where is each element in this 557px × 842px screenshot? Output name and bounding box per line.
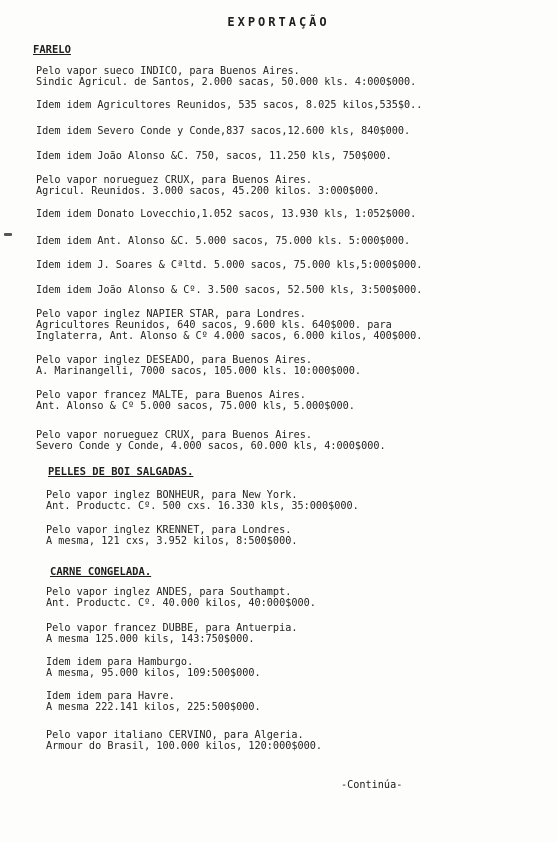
entry-line: Pelo vapor inglez KRENNET, para Londres.: [46, 525, 292, 536]
entry-line: Agricul. Reunidos. 3.000 sacos, 45.200 kilos. 3:000$000.: [36, 186, 380, 197]
entry-line: Ant. Alonso & Cº 5.000 sacos, 75.000 kls, 5.000$000.: [36, 401, 355, 412]
entry-line: Ant. Productc. Cº. 500 cxs. 16.330 kls, 35:000$000.: [46, 501, 359, 512]
section-heading: PELLES DE BOI SALGADAS.: [48, 466, 194, 478]
entry-line: Idem idem João Alonso &C. 750, sacos, 11.250 kls, 750$000.: [36, 151, 392, 162]
entry-line: Idem idem J. Soares & Cªltd. 5.000 sacos, 75.000 kls,5:000$000.: [36, 260, 423, 271]
entry-line: Inglaterra, Ant. Alonso & Cº 4.000 sacos, 6.000 kilos, 400$000.: [36, 331, 423, 342]
entry-line: Severo Conde y Conde, 4.000 sacos, 60.000 kls, 4:000$000.: [36, 441, 386, 452]
entry-line: Pelo vapor inglez BONHEUR, para New York.: [46, 490, 298, 501]
continuation-note: -Continúa-: [341, 780, 403, 791]
entry-line: Idem idem Ant. Alonso &C. 5.000 sacos, 75.000 kls. 5:000$000.: [36, 236, 411, 247]
document-title: EXPORTAÇÃO: [227, 15, 330, 29]
entry-line: Pelo vapor francez DUBBE, para Antuerpia.: [46, 623, 298, 634]
entry-line: Pelo vapor italiano CERVINO, para Algeria.: [46, 730, 304, 741]
entry-line: Pelo vapor sueco INDICO, para Buenos Aires.: [36, 66, 300, 77]
entry-line: Idem idem Donato Lovecchio,1.052 sacos, 13.930 kls, 1:052$000.: [36, 209, 417, 220]
entry-line: Idem idem para Hamburgo.: [46, 657, 194, 668]
entry-line: Idem idem João Alonso & Cº. 3.500 sacos, 52.500 kls, 3:500$000.: [36, 285, 423, 296]
entry-line: A. Marinangelli, 7000 sacos, 105.000 kls. 10:000$000.: [36, 366, 362, 377]
entry-line: Pelo vapor francez MALTE, para Buenos Aires.: [36, 390, 306, 401]
section-heading: FARELO: [33, 44, 71, 56]
entry-line: Pelo vapor norueguez CRUX, para Buenos Aires.: [36, 430, 313, 441]
entry-line: Idem idem Severo Conde y Conde,837 sacos,12.600 kls, 840$000.: [36, 126, 411, 137]
section-heading: CARNE CONGELADA.: [50, 566, 152, 578]
entry-line: A mesma, 121 cxs, 3.952 kilos, 8:500$000.: [46, 536, 298, 547]
entry-line: Pelo vapor inglez NAPIER STAR, para Londres.: [36, 309, 306, 320]
entry-line: Ant. Productc. Cº. 40.000 kilos, 40:000$000.: [46, 598, 316, 609]
entry-line: Idem idem Agricultores Reunidos, 535 sacos, 8.025 kilos,535$0..: [36, 100, 423, 111]
entry-line: Pelo vapor inglez DESEADO, para Buenos Aires.: [36, 355, 313, 366]
margin-mark: [4, 233, 12, 236]
entry-line: Agricultores Reunidos, 640 sacos, 9.600 kls. 640$000. para: [36, 320, 392, 331]
entry-line: Idem idem para Havre.: [46, 691, 175, 702]
entry-line: Pelo vapor norueguez CRUX, para Buenos Aires.: [36, 175, 313, 186]
entry-line: A mesma 125.000 kils, 143:750$000.: [46, 634, 255, 645]
entry-line: Sindic Agricul. de Santos, 2.000 sacas, 50.000 kls. 4:000$000.: [36, 77, 417, 88]
entry-line: Armour do Brasil, 100.000 kilos, 120:000$000.: [46, 741, 323, 752]
entry-line: A mesma 222.141 kilos, 225:500$000.: [46, 702, 261, 713]
entry-line: Pelo vapor inglez ANDES, para Southampt.: [46, 587, 292, 598]
entry-line: A mesma, 95.000 kilos, 109:500$000.: [46, 668, 261, 679]
